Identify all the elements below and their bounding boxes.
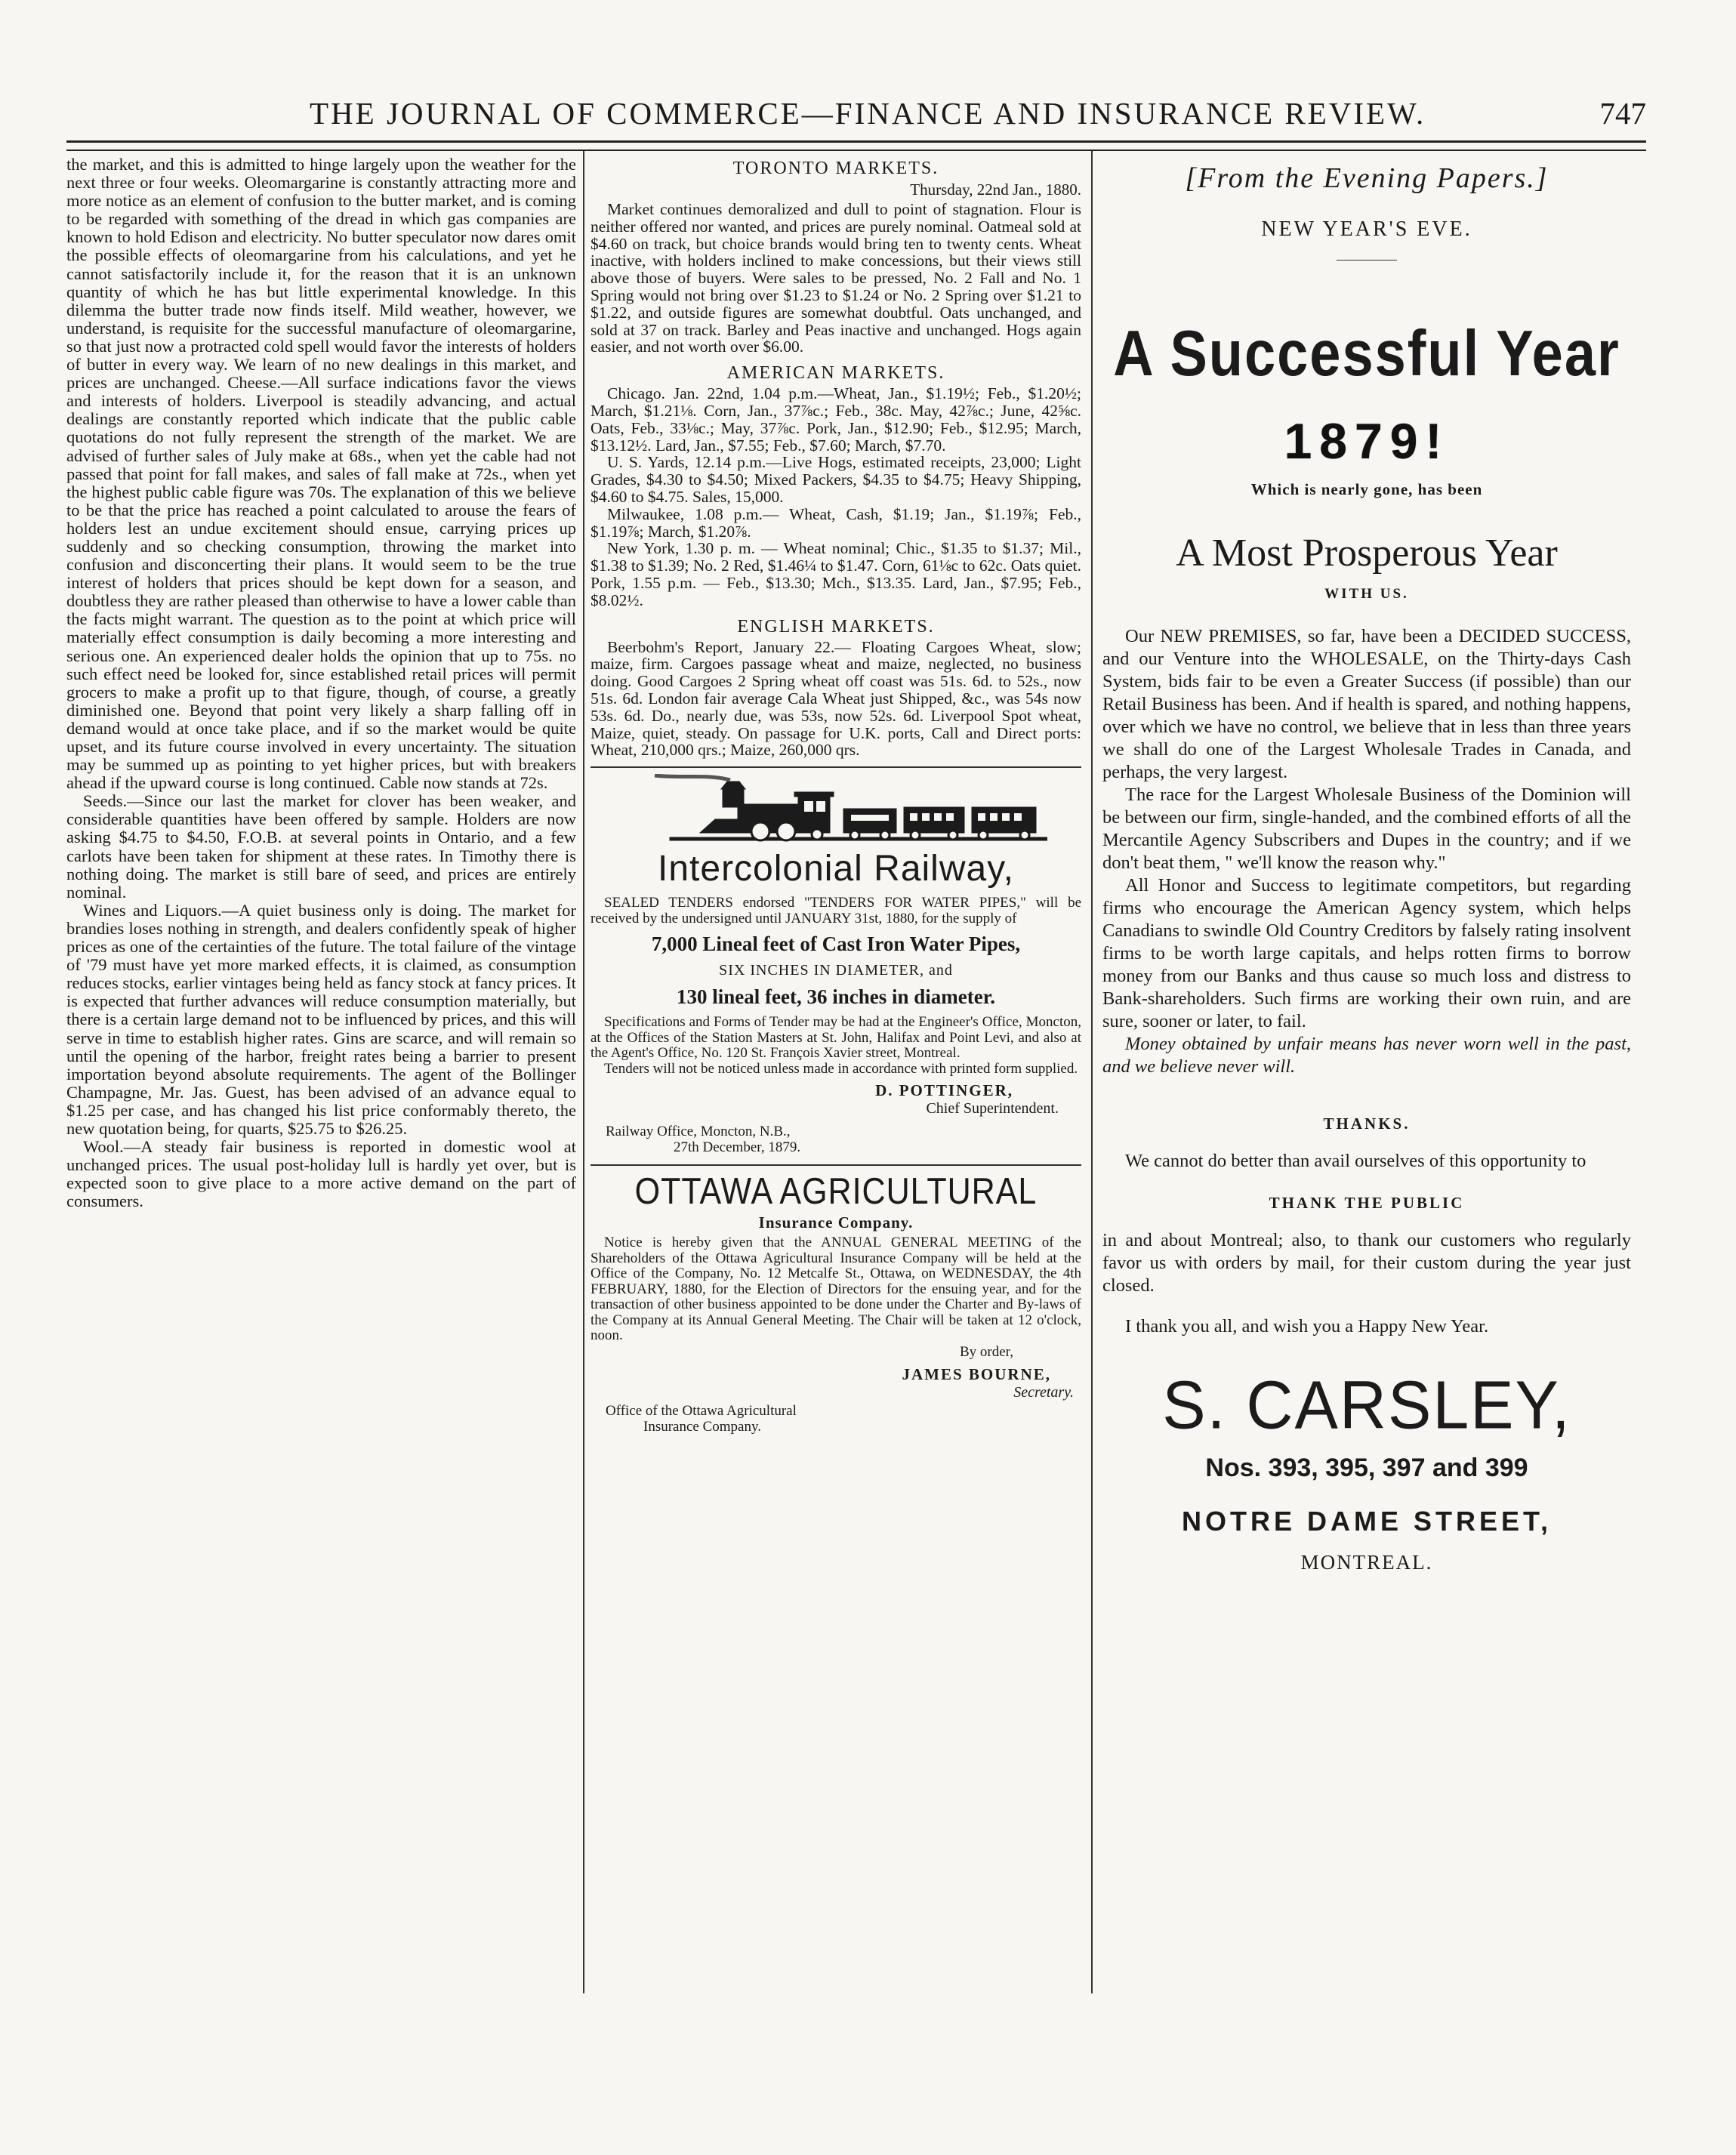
railway-office [590, 1124, 1081, 1155]
seeds-paragraph: Seeds.—Since our last the market for clover has been weaker, and considerable quantities have been offered by sample. Holders are now asking $4.75 to $4.50, F.O.B. at several points in Ontario, and a few carlots have been taken for shipment at these rates. In Timothy there is nothing doing. The market is still bare of seed, and prices are entirely nominal. [66, 791, 576, 902]
prosperous-year-headline: A Most Prosperous Year [1176, 532, 1558, 575]
thanks-heading: THANKS. [1323, 1114, 1411, 1133]
from-evening-papers: [From the Evening Papers.] [1185, 162, 1549, 194]
english-text: Beerbohm's Report, January 22.— Floating Cargoes Wheat, slow; maize, firm. Cargoes passage wheat and maize, neglected, no business doing. Good Cargoes 2 Spring wheat off coast was 51s. 6d. to 52s., now 51s. 6d. London fair average Cala Wheat just Shipped, &c., was 54s now 53s. 6d. Do., nearly due, was 53s, now 52s. 6d. Liverpool Spot wheat, Maize, quiet, steady. On passage for U.K. ports, Call and Direct ports: Wheat, 210,000 qrs.; Maize, 260,000 qrs. [590, 637, 1081, 760]
column-3 [1102, 156, 1631, 1994]
american-text [590, 385, 1081, 609]
thank-the-public: THANK THE PUBLIC [1269, 1194, 1465, 1212]
after-thanks-text: in and about Montreal; also, to thank our customers who regularly favor us with orders by mail, for their custom during the year just closed. [1102, 1230, 1631, 1296]
short-rule [1337, 260, 1397, 261]
milwaukee-paragraph: Milwaukee, 1.08 p.m.— Wheat, Cash, $1.19; Jan., $1.19⅞; Feb., $1.19⅞; March, $1.20⅞. [590, 504, 1081, 541]
railway-bold-1: 7,000 Lineal feet of Cast Iron Water Pipes, [651, 933, 1021, 956]
column-divider-2 [1091, 151, 1093, 1993]
ottawa-signature: JAMES BOURNE, [902, 1364, 1051, 1383]
carsley-city: MONTREAL. [1300, 1551, 1433, 1574]
ottawa-signature-title: Secretary. [1013, 1383, 1074, 1401]
premises-paragraph: Our NEW PREMISES, so far, have been a DECIDED SUCCESS, and our Venture into the WHOLESALE, on the Thirty-days Cash System, bids fair to be even a Greater Success (if possible) than our Retail Business has been. And if health is spared, and nothing happens, over which we have no control, we believe that in less than three years we shall do one of the Largest Wholesale Trades in Canada, and perhaps, the very largest. [1102, 626, 1631, 782]
with-us: WITH US. [1324, 586, 1409, 602]
race-paragraph: The race for the Largest Wholesale Business of the Dominion will be between our firm, single-handed, and the combined efforts of all the Mercantile Agency Subscribers and Dupes in the country; and if we don't beat them, " we'll know the reason why." [1102, 785, 1631, 873]
successful-year-headline: A Successful Year [1113, 316, 1620, 390]
railway-spec: Specifications and Forms of Tender may be had at the Engineer's Office, Moncton, at the Offices of the Station Masters at St. John, Halifax and Point Levi, and also at the Agent's Office, No. 120 St. François Xavier street, Montreal. [590, 1014, 1081, 1062]
carsley-street: NOTRE DAME STREET, [1181, 1506, 1553, 1537]
column-1 [66, 156, 576, 1994]
header-rule [66, 140, 1646, 151]
english-heading: ENGLISH MARKETS. [737, 616, 935, 637]
ottawa-office [590, 1403, 1081, 1435]
carsley-name: S. CARSLEY, [1162, 1367, 1571, 1444]
wines-paragraph: Wines and Liquors.—A quiet business only is doing. The market for brandies loses nothing in strength, and dealers confidently speak of higher prices as one of the certainties of the future. The total failure of the vintage of '79 must have yet more marked effects, it is claimed, as consumption reduces stocks, earlier vintages being held as fancy stock at fancy prices. It is expected that further advances will reduce consumption materially, but there is a certain large demand not to be influenced by prices, and this will serve in time to establish higher rates. Gins are scarce, and will remain so until the opening of the harbor, freight rates being a barrier to present importation beyond absolute requirements. The agent of the Bollinger Champagne, Mr. Jas. Guest, has been advised of an advance equal to $1.25 per case, and has changed his list price conformably thereto, the new quotation being, for quarts, $25.75 to $26.25. [66, 900, 576, 1138]
journal-title: THE JOURNAL OF COMMERCE—FINANCE AND INSURANCE REVIEW. [310, 96, 1426, 131]
year-1879: 1879! [1284, 413, 1450, 469]
column-2 [590, 156, 1081, 1994]
new-years-eve: NEW YEAR'S EVE. [1261, 217, 1472, 241]
toronto-heading: TORONTO MARKETS. [732, 159, 939, 178]
railway-bold-2: 130 lineal feet, 36 inches in diameter. [677, 985, 995, 1009]
ottawa-office-line-2: Insurance Company. [643, 1418, 761, 1435]
railway-note: Tenders will not be noticed unless made in accordance with printed form supplied. [604, 1060, 1078, 1077]
ottawa-text: Notice is hereby given that the ANNUAL GENERAL MEETING of the Shareholders of the Ottawa Agricultural Insurance Company will be held at the Office of the Company, No. 12 Metcalfe St., Ottawa, on WEDNESDAY, the 4th FEBRUARY, 1880, for the Election of Directors for the ensuing year, and for the transaction of other business appointed to be done under the Charter and By-laws of the Company at its Annual General Meeting. The Chair will be taken at 12 o'clock, noon. [590, 1235, 1081, 1344]
railway-caps: SIX INCHES IN DIAMETER, and [719, 962, 953, 979]
new-york-paragraph: New York, 1.30 p. m. — Wheat nominal; Chic., $1.35 to $1.37; Mil., $1.38 to $1.39; No. 2 Red, $1.46¼ to $1.47. Corn, 61⅛c to 62c. Oats quiet. Pork, 1.55 p.m. — Feb., $13.30; Mch., $13.35. Lard, Jan., $7.95; Feb., $8.02½. [590, 539, 1081, 609]
chicago-paragraph: Chicago. Jan. 22nd, 1.04 p.m.—Wheat, Jan., $1.19½; Feb., $1.20½; March, $1.21⅛. Corn, Jan., 37⅞c.; Feb., 38c. May, 42⅞c.; June, 42⅝c. Oats, Feb., 33⅛c.; May, 37⅞c. Pork, Jan., $12.90; Feb., $12.95; March, $13.12½. Lard, Jan., $7.55; Feb., $7.60; March, $7.70. [590, 384, 1081, 455]
locomotive-icon [624, 774, 1047, 849]
railway-intro: SEALED TENDERS endorsed "TENDERS FOR WATER PIPES," will be received by the undersigned until JANUARY 31st, 1880, for the supply of [590, 895, 1081, 926]
carsley-address-numbers: Nos. 393, 395, 397 and 399 [1205, 1454, 1528, 1482]
column-divider-1 [583, 151, 584, 1993]
railway-office-line-2: 27th December, 1879. [674, 1139, 801, 1156]
toronto-text: Market continues demoralized and dull to point of stagnation. Flour is neither offered nor wanted, and prices are purely nominal. Oatmeal sold at $4.60 on track, but choice brands would bring ten to twenty cents. Wheat inactive, with holders inclined to make concessions, but their views still above those of buyers. Were sales to be pressed, No. 2 Fall and No. 1 Spring would not bring over $1.23 to $1.24 or No. 2 Spring over $1.21 to $1.22, and outside figures are somewhat doubtful. Oats unchanged, and sold at 37 on track. Barley and Peas inactive and unchanged. Hogs again easier, and not worth over $6.00. [590, 200, 1081, 356]
money-paragraph: Money obtained by unfair means has never worn well in the past, and we believe never will. [1102, 1034, 1631, 1077]
ottawa-title: OTTAWA AGRICULTURAL [634, 1170, 1038, 1213]
railway-title: Intercolonial Railway, [658, 849, 1014, 889]
american-heading: AMERICAN MARKETS. [726, 363, 945, 384]
railway-signature-title: Chief Superintendent. [926, 1100, 1059, 1118]
ottawa-subtitle: Insurance Company. [758, 1213, 914, 1232]
railway-signature: D. POTTINGER, [875, 1081, 1013, 1100]
market-paragraph: the market, and this is admitted to hinge largely upon the weather for the next three or four weeks. Oleomargarine is constantly attracting more and more notice as an element of confusion to the butter market, and is coming to be regarded with something of the dread in which gas companies are known to hold Edison and electricity. No butter speculator now dares omit the possible effects of oleomargarine from his calculations, and yet he cannot satisfactorily include it, for the reason that it is an unknown quantity of which he has but little experimental knowledge. In this dilemma the butter trade now finds itself. Mild weather, however, we understand, is requisite for the successful manufacture of oleomargarine, so that just now a protracted cold spell would favor the interests of holders of butter in every way. We learn of no new dealings in this market, and prices are unchanged. Cheese.—All surface indications favor the views and interests of holders. Liverpool is steadily advancing, and actual dealings are constantly reported which indicate that the public cable quotations do not fully represent the strength of the market. We are advised of further sales of July make at 68s., when yet the cable had not passed that point for fall makes, and sales of fall make at 72s., when yet the highest public cable figure was 70s. The explanation of this we believe to be that the price has reached a point calculated to arouse the fears of holders lest an undue excitement should ensue, carrying prices up suddenly and so checking consumption, throwing the market into confusion and disconcerting their plans. It would seem to be the true interest of holders that prices should be kept down for a season, and doubtless they are rather pleased than otherwise to have a lower cable than the facts might warrant. The question as to the point at which price will materially effect consumption is daily becoming a more interesting and serious one. An experienced dealer holds the opinion that up to 75s. no such effect need be looked for, since established retail prices will permit grocers to make a profit up to that figure, though, of course, a greatly diminished one. Beyond that point very likely a sharp falling off in demand would at once take place, and if so the market would be quite upset, and its future course involved in every uncertainty. The situation may be summed up as pointing to yet higher prices, but with breakers ahead if the upward course is long continued. Cable now stands at 72s. [66, 156, 576, 793]
ad-rule [590, 766, 1081, 768]
carsley-ad-body [1102, 625, 1631, 1078]
wool-paragraph: Wool.—A steady fair business is reported in domestic wool at unchanged prices. The usual post-holiday lull is hardly yet over, but is expected soon to give place to a more active demand on the part of consumers. [66, 1137, 576, 1211]
ottawa-office-line-1: Office of the Ottawa Agricultural [606, 1402, 797, 1419]
toronto-date: Thursday, 22nd Jan., 1880. [910, 180, 1081, 199]
ad-rule-2 [590, 1164, 1081, 1166]
closing-text: I thank you all, and wish you a Happy New Year. [1125, 1316, 1489, 1336]
page-header [91, 89, 1646, 134]
us-yards-paragraph: U. S. Yards, 12.14 p.m.—Live Hogs, estimated receipts, 23,000; Light Grades, $4.30 to $4.50; Mixed Packers, $4.35 to $4.75; Heavy Shipping, $4.60 to $4.75. Sales, 15,000. [590, 453, 1081, 506]
railway-office-line-1: Railway Office, Moncton, N.B., [606, 1124, 791, 1140]
thanks-text: We cannot do better than avail ourselves of this opportunity to [1125, 1151, 1586, 1171]
honor-paragraph: All Honor and Success to legitimate competitors, but regarding firms who encourage the American Agency system, which helps Canadians to swindle Old Country Creditors by falsely rating insolvent firms to be worth large capitals, and helps rotten firms to borrow money from our Banks and thus cause so much loss and distress to Bank-shareholders. Such firms are working their own ruin, and are sure, sooner or later, to fail. [1102, 875, 1631, 1031]
page-number: 747 [1599, 96, 1646, 131]
ottawa-by-order: By order, [960, 1343, 1013, 1360]
nearly-gone-line: Which is nearly gone, has been [1250, 480, 1483, 498]
